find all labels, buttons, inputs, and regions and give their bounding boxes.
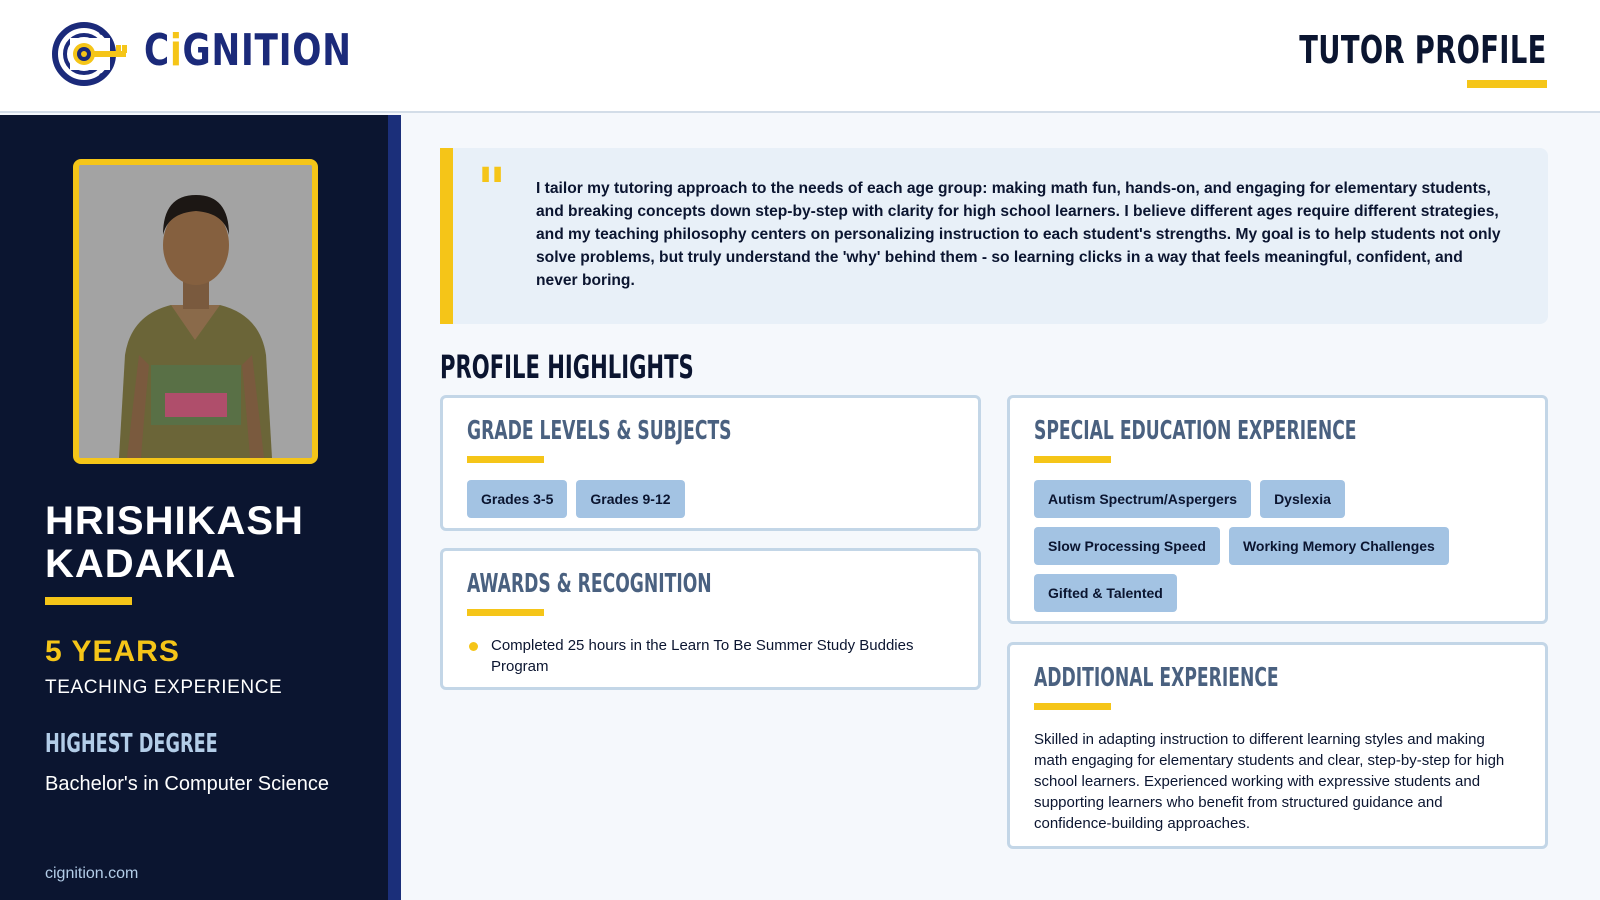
experience-years: 5 YEARS [45, 635, 180, 668]
quote-text: I tailor my tutoring approach to the needs of each age group: making math fun, hands-on, and engaging for elementary students, and breaking concepts down step-by-step with clarity for high school learners. I believe different ages require different strategies, and my teaching philosophy centers on personalizing instruction to each student's strengths. My goal is to help students not only solve problems, but truly understand the 'why' behind them - so learning clicks in a way that feels meaningful, confident, and never boring. [536, 180, 1501, 289]
bullet-icon [469, 642, 478, 651]
award-item [467, 635, 937, 677]
card-title: GRADE LEVELS & SUBJECTS [467, 416, 732, 446]
sidebar-accent-stripe [388, 115, 401, 900]
degree-heading: HIGHEST DEGREE [45, 729, 218, 759]
profile-sidebar [0, 115, 388, 900]
page-header [0, 0, 1600, 113]
tutor-photo [73, 159, 318, 464]
card-title: SPECIAL EDUCATION EXPERIENCE [1034, 416, 1357, 446]
tutor-first-name: HRISHIKASH [45, 499, 304, 543]
grade-tag: Grades 9-12 [576, 480, 684, 518]
special-ed-tag: Autism Spectrum/Aspergers [1034, 480, 1251, 518]
additional-experience-card [1007, 642, 1548, 849]
special-ed-tag: Working Memory Challenges [1229, 527, 1449, 565]
name-underline [45, 597, 132, 605]
card-title: ADDITIONAL EXPERIENCE [1034, 663, 1279, 693]
awards-card [440, 548, 981, 690]
website-link[interactable]: cignition.com [45, 865, 139, 882]
additional-experience-text: Skilled in adapting instruction to different learning styles and making math engaging for elementary students and clear, step-by-step for high school learners. Experienced working with expressive students and supporting learners who benefit from structured guidance and confidence-building approaches. [1034, 731, 1505, 832]
quote-mark-icon: " [477, 157, 507, 222]
award-list [467, 635, 937, 677]
award-text: Completed 25 hours in the Learn To Be Summer Study Buddies Program [491, 637, 914, 675]
special-education-card [1007, 395, 1548, 624]
tutor-last-name: KADAKIA [45, 542, 237, 586]
person-silhouette-icon [79, 165, 312, 458]
page-title: TUTOR PROFILE [1299, 28, 1547, 72]
card-title: AWARDS & RECOGNITION [467, 569, 712, 599]
cignition-logo-icon [50, 20, 130, 88]
highlights-heading: PROFILE HIGHLIGHTS [440, 348, 694, 386]
tutor-name [45, 500, 365, 586]
card-underline [467, 609, 544, 616]
special-ed-tag: Slow Processing Speed [1034, 527, 1220, 565]
logo-wordmark: CiGNITION [144, 25, 352, 76]
grade-tags [467, 480, 958, 518]
card-underline [1034, 456, 1111, 463]
title-underline [1467, 80, 1547, 88]
teaching-philosophy-quote [440, 148, 1548, 324]
grade-tag: Grades 3-5 [467, 480, 567, 518]
experience-label: TEACHING EXPERIENCE [45, 677, 283, 698]
grade-levels-card [440, 395, 981, 531]
special-ed-tags [1034, 480, 1525, 612]
card-underline [1034, 703, 1111, 710]
card-underline [467, 456, 544, 463]
special-ed-tag: Dyslexia [1260, 480, 1345, 518]
degree-value: Bachelor's in Computer Science [45, 773, 329, 795]
special-ed-tag: Gifted & Talented [1034, 574, 1177, 612]
